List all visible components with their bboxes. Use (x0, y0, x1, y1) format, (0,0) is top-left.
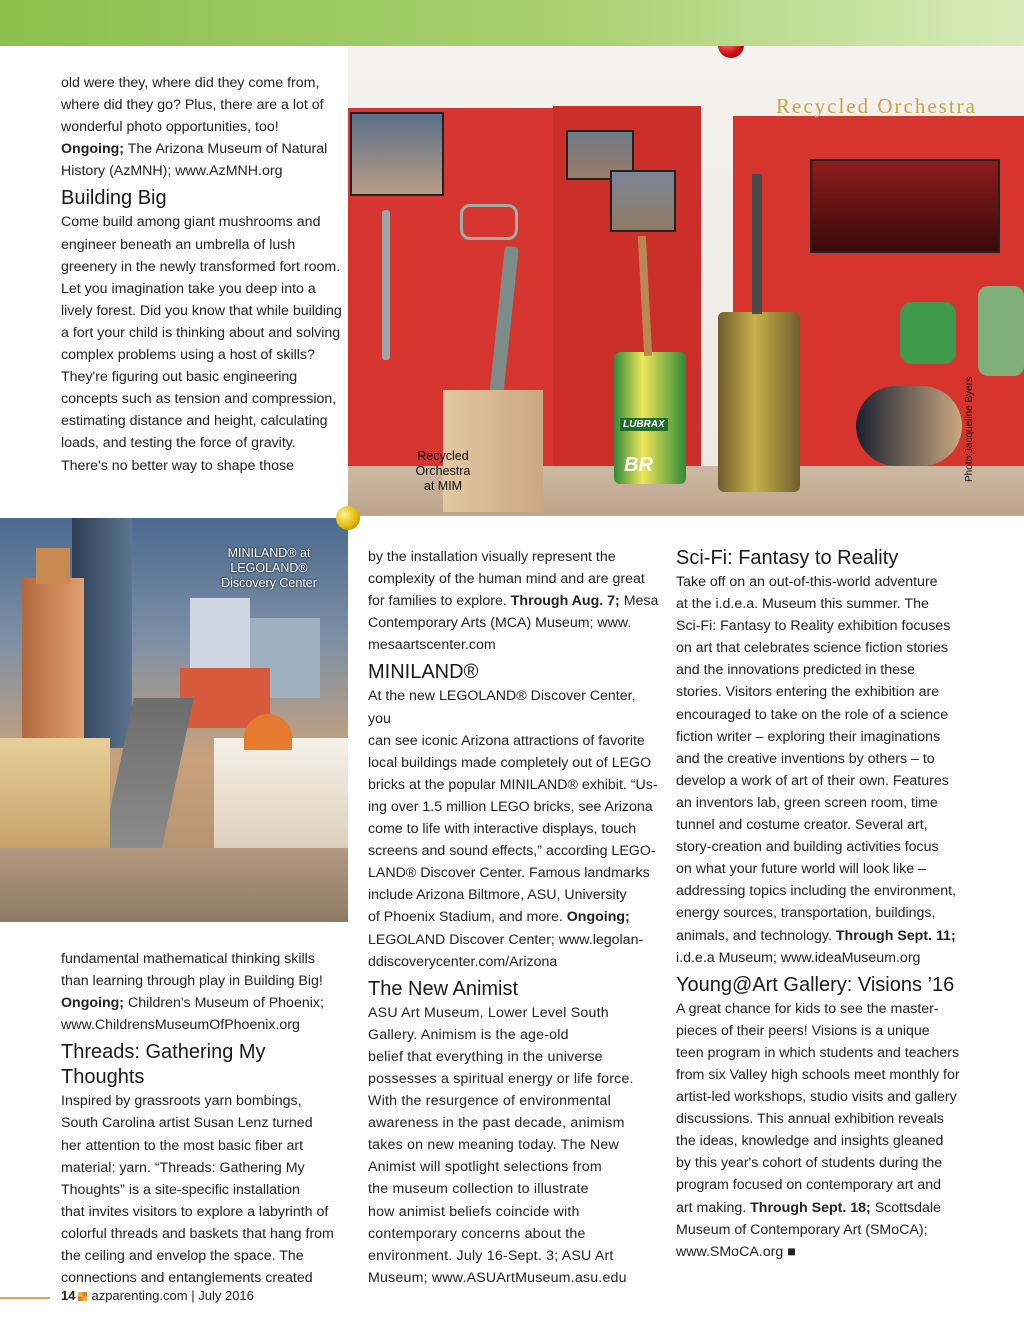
text-line: Children's Museum of Phoenix; (128, 995, 324, 1012)
column-3 (676, 546, 976, 1263)
site-name: azparenting.com (91, 1288, 188, 1303)
lubrax-label: LUBRAX (620, 418, 668, 431)
venue-link-text: History (AzMNH); www.AzMNH.org (61, 163, 283, 180)
text-line: art making. (676, 1199, 747, 1216)
text-line: concepts such as tension and compression, (61, 391, 337, 408)
text-line: for families to explore. (368, 593, 507, 610)
text-line: energy sources, transportation, buildings, (676, 905, 936, 922)
text-line: There's no better way to shape those (61, 457, 294, 474)
text-line: Let you imagination take you deep into a (61, 280, 316, 297)
heading-miniland: MINILAND® (368, 661, 479, 684)
text-line: a fort your child is thinking about and solving (61, 324, 341, 341)
text-line: loads, and testing the force of gravity. (61, 435, 296, 452)
landfill-photo (610, 170, 676, 232)
column-2 (368, 546, 660, 1289)
date-label: Through Sept. 18; (750, 1199, 871, 1216)
text-line: pieces of their peers! Visions is a unique (676, 1022, 930, 1039)
lego-courthouse (0, 738, 110, 848)
text-line: LAND® Discover Center. Famous landmarks (368, 865, 650, 882)
text-line: local buildings made completely out of LEGO (368, 754, 652, 771)
text-line: Mesa (623, 593, 659, 610)
text-line: A great chance for kids to see the master- (676, 1000, 939, 1017)
heading-young-at-art: Young@Art Gallery: Visions ’16 (676, 973, 955, 996)
text-line: develop a work of art of their own. Features (676, 772, 949, 789)
recycled-guitar (978, 286, 1024, 376)
text-line: complexity of the human mind and are great (368, 571, 645, 588)
venue-link-text: Museum; www.ASUArtMuseum.asu.edu (368, 1269, 627, 1286)
text-line: encouraged to take on the role of a science (676, 706, 949, 723)
text-line: fiction writer – exploring their imaginations (676, 728, 941, 745)
text-line: greenery in the newly transformed fort room. (61, 258, 341, 275)
text-line: that invites visitors to explore a labyrinth of (61, 1203, 329, 1220)
text-line: and the creative inventions by others – to (676, 750, 935, 767)
animist-paragraph (368, 1002, 660, 1289)
text-line: Gallery. Animism is the age-old (368, 1026, 569, 1043)
text-line: ASU Art Museum, Lower Level South (368, 1004, 609, 1021)
br-logo: BR (624, 454, 653, 476)
caption-line: Recycled (417, 449, 469, 463)
text-line: program focused on contemporary art and (676, 1177, 941, 1194)
text-line: at the i.d.e.a. Museum this summer. The (676, 596, 929, 613)
text-line: contemporary concerns about the (368, 1225, 586, 1242)
text-line: Museum of Contemporary Art (SMoCA); (676, 1221, 928, 1238)
young-at-art-paragraph (676, 998, 976, 1263)
text-line: lively forest. Did you know that while building (61, 302, 342, 319)
caption-line: at MIM (423, 479, 463, 493)
top-color-bar (0, 0, 1024, 46)
column-1-bottom (61, 948, 346, 1289)
venue-link-text: www.ChildrensMuseumOfPhoenix.org (61, 1017, 300, 1034)
text-line: fundamental mathematical thinking skills (61, 951, 315, 967)
ongoing-label: Ongoing; (61, 141, 125, 158)
text-line: on art that celebrates science fiction stories (676, 640, 949, 657)
text-line: bricks at the popular MINILAND® exhibit. “Us- (368, 776, 658, 793)
text-line: ing over 1.5 million LEGO bricks, see Arizona (368, 798, 653, 815)
text-line: Sci-Fi: Fantasy to Reality exhibition focuses (676, 618, 951, 635)
text-line: an inventors lab, green screen room, time (676, 794, 938, 811)
text-line: Come build among giant mushrooms and (61, 214, 321, 231)
text-line: artist-led workshops, studio visits and gallery (676, 1089, 957, 1106)
text-line: teen program in which students and teachers (676, 1044, 960, 1061)
yellow-ball (336, 506, 360, 530)
text-line: animals, and technology. (676, 927, 832, 944)
text-line: by this year's cohort of students during the (676, 1155, 943, 1172)
text-line: the ideas, knowledge and insights gleaned (676, 1133, 944, 1150)
text-line: Take off on an out-of-this-world adventure (676, 574, 938, 590)
ongoing-label: Ongoing; (61, 995, 125, 1012)
text-line: LEGOLAND Discover Center; www.legolan- (368, 931, 644, 948)
text-line: possesses a spiritual energy or life force. (368, 1070, 634, 1087)
text-line: Contemporary Arts (MCA) Museum; www. (368, 615, 632, 632)
text-line: stories. Visitors entering the exhibition are (676, 684, 940, 701)
text-line: screens and sound effects,” according LEGO- (368, 843, 656, 860)
text-line: story-creation and building activities focus (676, 839, 939, 856)
heading-threads: Threads: Gathering My Thoughts (61, 1041, 266, 1089)
logo-squares-icon (78, 1292, 87, 1301)
recycled-guitar (900, 302, 956, 364)
text-line: than learning through play in Building Big! (61, 973, 323, 990)
recycled-trumpet (460, 204, 518, 240)
text-line: tunnel and costume creator. Several art, (676, 817, 928, 834)
text-line: the ceiling and envelop the space. The (61, 1248, 304, 1265)
text-line: addressing topics including the environment, (676, 883, 956, 900)
text-line: Thoughts” is a site-specific installation (61, 1181, 300, 1198)
text-line: Animist will spotlight selections from (368, 1159, 602, 1176)
text-line: colorful threads and baskets that hang from (61, 1225, 334, 1242)
photo-caption (402, 449, 484, 494)
text-line: where did they go? Plus, there are a lot of (61, 97, 324, 114)
text-line: old were they, where did they come from, (61, 75, 320, 91)
text-line: material: yarn. “Threads: Gathering My (61, 1159, 305, 1176)
text-line: how animist beliefs coincide with (368, 1203, 580, 1220)
date-label: Through Sept. 11; (835, 927, 956, 944)
text-line: discussions. This annual exhibition reveals (676, 1111, 944, 1128)
caption-line: LEGOLAND® (230, 561, 308, 575)
rusty-drum-bass (718, 312, 800, 492)
ongoing-label: Ongoing; (566, 909, 630, 926)
boy-flute-photo (350, 112, 444, 196)
photo-credit: Photo:Jacqueline Byers (964, 376, 975, 482)
recycled-orchestra-photo (348, 46, 1024, 516)
text-line: on what your future world will look like – (676, 861, 926, 878)
threads-paragraph (61, 1090, 346, 1289)
text-line: They're figuring out basic engineering (61, 369, 298, 386)
text-line: With the resurgence of environmental (368, 1093, 611, 1110)
heading-new-animist: The New Animist (368, 977, 519, 1000)
caption-line: Orchestra (415, 464, 471, 478)
lego-dome (244, 714, 292, 750)
text-line: wonderful photo opportunities, too! (61, 119, 279, 136)
snare-drum (856, 386, 962, 466)
text-line: engineer beneath an umbrella of lush (61, 236, 296, 253)
date-label: Through Aug. 7; (510, 593, 620, 610)
text-line: Scottsdale (874, 1199, 941, 1216)
orchestra-video-screen (810, 159, 1000, 253)
text-line: environment. July 16-Sept. 3; ASU Art (368, 1247, 614, 1264)
building-big-continued (61, 948, 346, 1036)
red-ball (718, 46, 744, 58)
building-big-paragraph (61, 211, 346, 476)
text-line: and the innovations predicted in these (676, 662, 915, 679)
text-line: by the installation visually represent the (368, 549, 616, 565)
threads-continued (368, 546, 660, 656)
text-line: Inspired by grassroots yarn bombings, (61, 1093, 302, 1110)
venue-link-text: www.SMoCA.org ■ (676, 1243, 796, 1260)
text-line: of Phoenix Stadium, and more. (368, 909, 563, 926)
miniland-paragraph (368, 685, 660, 972)
text-line: awareness in the past decade, animism (368, 1115, 625, 1132)
text-line: connections and entanglements created (61, 1270, 313, 1287)
caption-line: MINILAND® at (227, 546, 311, 560)
page-number: 14 (61, 1288, 76, 1303)
footer-separator: | (191, 1288, 195, 1303)
lego-plaza (0, 848, 348, 922)
text-line: estimating distance and height, calculating (61, 413, 328, 430)
column-1-top (61, 72, 346, 477)
heading-building-big: Building Big (61, 187, 167, 210)
text-line: from six Valley high schools meet monthly for (676, 1066, 960, 1083)
issue-date: July 2016 (198, 1288, 254, 1303)
text-line: At the new LEGOLAND® Discover Center, you (368, 688, 636, 727)
sci-fi-paragraph (676, 571, 976, 969)
recycled-flute (382, 210, 390, 360)
page-footer (61, 1288, 254, 1303)
photo-caption (210, 546, 328, 591)
exhibit-banner: Recycled Orchestra (776, 94, 977, 118)
text-line: belief that everything in the universe (368, 1048, 603, 1065)
lego-tower-top (36, 548, 70, 584)
caption-line: Discovery Center (221, 576, 317, 590)
intro-paragraph (61, 72, 346, 182)
bass-neck (752, 174, 762, 314)
venue-link-text: ddiscoverycenter.com/Arizona (368, 953, 558, 970)
text-line: come to life with interactive displays, touch (368, 821, 637, 838)
venue-link-text: mesaartscenter.com (368, 637, 496, 654)
heading-sci-fi: Sci-Fi: Fantasy to Reality (676, 547, 899, 569)
footer-rule (0, 1297, 50, 1299)
text-line: South Carolina artist Susan Lenz turned (61, 1115, 313, 1132)
text-line: can see iconic Arizona attractions of favorite (368, 732, 645, 749)
text-line: include Arizona Biltmore, ASU, University (368, 887, 627, 904)
text-line: her attention to the most basic fiber art (61, 1137, 304, 1154)
miniland-photo (0, 518, 348, 922)
venue-link-text: i.d.e.a Museum; www.ideaMuseum.org (676, 949, 921, 966)
text-line: the museum collection to illustrate (368, 1181, 589, 1198)
text-line: The Arizona Museum of Natural (127, 141, 328, 158)
text-line: takes on new meaning today. The New (368, 1137, 619, 1154)
text-line: complex problems using a host of skills? (61, 347, 315, 364)
